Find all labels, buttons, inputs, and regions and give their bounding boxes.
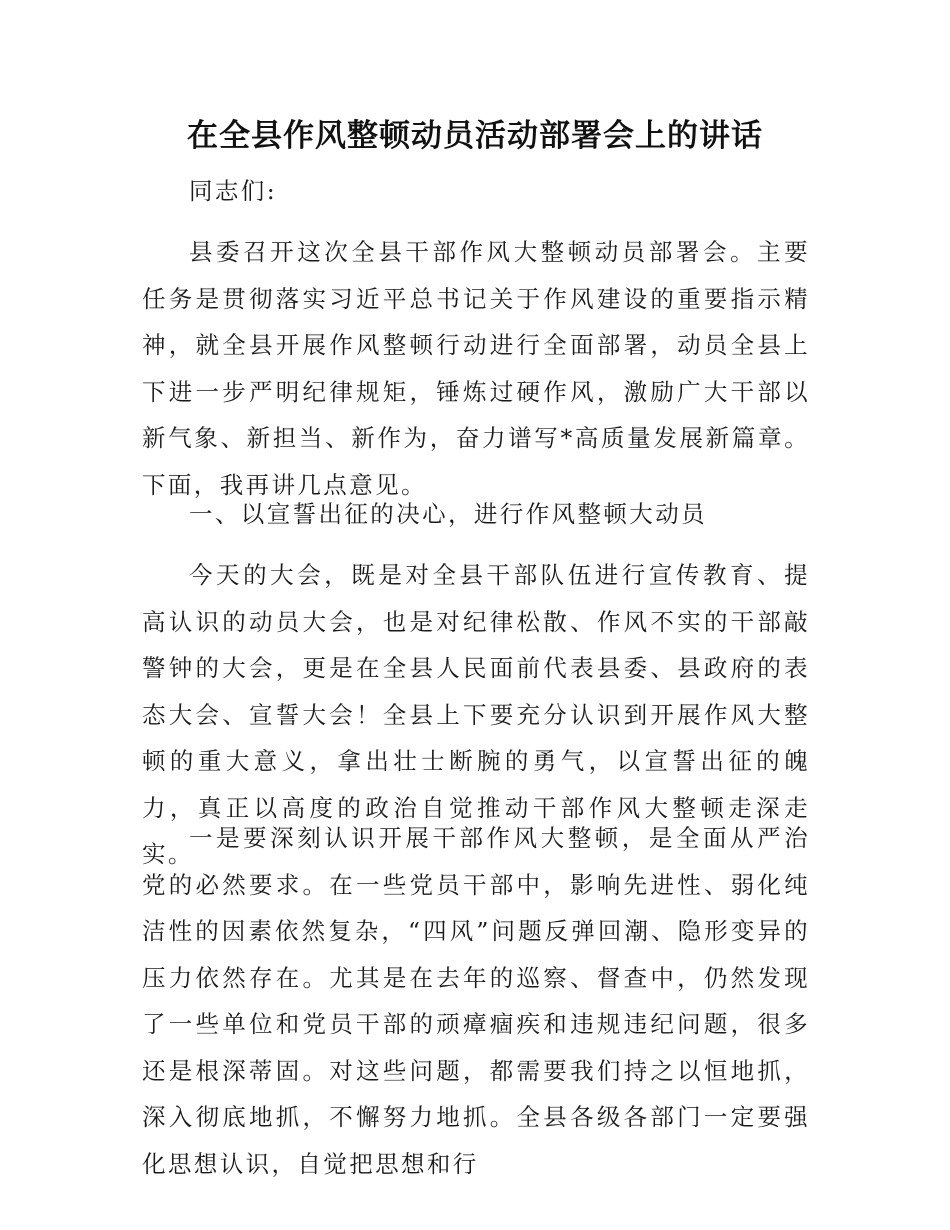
section-heading-1: 一、以宣誓出征的决心，进行作风整顿大动员 [189, 500, 707, 528]
paragraph-intro: 县委召开这次全县干部作风大整顿动员部署会。主要任务是贯彻落实习近平总书记关于作风建设的重要指示精神，就全县开展作风整顿行动进行全面部署，动员全县上下进一步严明纪律规矩，锤炼过硬作风，激励广大干部以新气象、新担当、新作为，奋力谱写*高质量发展新篇章。下面，我再讲几点意见。 [142, 238, 810, 499]
document-title: 在全县作风整顿动员活动部署会上的讲话 [187, 118, 763, 154]
salutation: 同志们: [189, 177, 278, 205]
paragraph-section-1: 今天的大会，既是对全县干部队伍进行宣传教育、提高认识的动员大会，也是对纪律松散、作风不实的干部敲警钟的大会，更是在全县人民面前代表县委、县政府的表态大会、宣誓大会！全县上下要充分认识到开展作风大整顿的重大意义，拿出壮士断腕的勇气，以宣誓出征的魄力，真正以高度的政治自觉推动干部作风大整顿走深走实。 [142, 561, 810, 868]
paragraph-point-1: 一是要深刻认识开展干部作风大整顿，是全面从严治党的必然要求。在一些党员干部中，影响先进性、弱化纯洁性的因素依然复杂，“四风”问题反弹回潮、隐形变异的压力依然存在。尤其是在去年的巡察、督查中，仍然发现了一些单位和党员干部的顽瘴痼疾和违规违纪问题，很多还是根深蒂固。对这些问题，都需要我们持之以恒地抓，深入彻底地抓，不懈努力地抓。全县各级各部门一定要强化思想认识，自觉把思想和行 [142, 824, 810, 1178]
